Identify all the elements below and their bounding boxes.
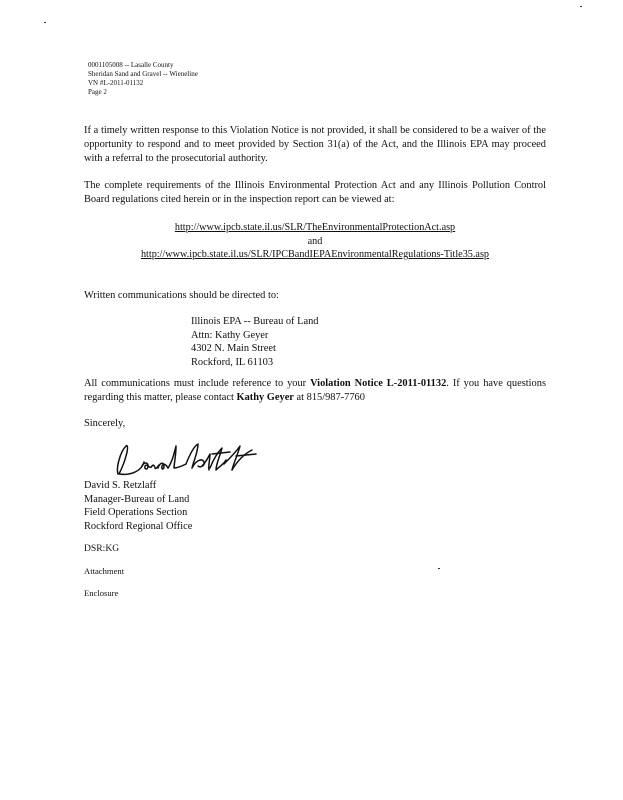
signer-title-1: Manager-Bureau of Land [84, 493, 190, 505]
link-and-text: and [307, 235, 323, 247]
scan-speck [438, 568, 440, 569]
scan-speck [580, 6, 582, 7]
p4-text-a: All communications must include reference to your [84, 378, 311, 389]
contact-name: Kathy Geyer [236, 392, 294, 403]
signer-block [84, 479, 192, 533]
header-line-2: Sheridan Sand and Gravel -- Wieneline [88, 70, 198, 78]
attachment-note: Attachment [84, 566, 125, 576]
address-line-4: Rockford, IL 61103 [191, 356, 274, 368]
paragraph-requirements: The complete requirements of the Illinois Environmental Protection Act and any Illinois Pollution Control Board regulations cited herein or in the inspection report can be viewed at: [84, 180, 546, 205]
p4-text-c: . If you have questions regarding this matter, please contact [84, 378, 546, 403]
link-environmental-protection-act[interactable]: http://www.ipcb.state.il.us/SLR/TheEnvironmentalProtectionAct.asp [174, 222, 456, 233]
header-line-1: 0001105008 -- Lasalle County [88, 61, 174, 69]
reference-block [84, 538, 124, 604]
salutation: Sincerely, [84, 418, 126, 429]
p4-text-e: at 815/987-7760 [293, 392, 365, 403]
address-line-3: 4302 N. Main Street [191, 343, 276, 354]
address-line-1: Illinois EPA -- Bureau of Land [191, 316, 319, 327]
header-line-3: VN #L-2011-01132 [88, 79, 144, 87]
violation-notice-number: Violation Notice L-2011-01132 [310, 378, 447, 389]
address-line-2: Attn: Kathy Geyer [191, 329, 269, 341]
paragraph-written-communications: Written communications should be directed to: [84, 290, 279, 301]
handwritten-signature [112, 438, 262, 482]
signer-title-3: Rockford Regional Office [84, 520, 193, 532]
paragraph-communications-reference [84, 377, 546, 405]
paragraph-response-waiver: If a timely written response to this Violation Notice is not provided, it shall be considered to be a waiver of the opportunity to respond and to meet provided by Section 31(a) of the Act, and the Illinois EPA may proceed with a referral to the prosecutorial authority. [84, 125, 546, 164]
signer-name: David S. Retzlaff [84, 480, 157, 491]
mailing-address [191, 315, 318, 369]
regulation-links [84, 221, 546, 262]
link-environmental-regulations[interactable]: http://www.ipcb.state.il.us/SLR/IPCBandIEPAEnvironmentalRegulations-Title35.asp [140, 249, 490, 260]
enclosure-note: Enclosure [84, 588, 119, 598]
signer-title-2: Field Operations Section [84, 507, 188, 518]
reference-initials: DSR:KG [84, 543, 120, 554]
header-line-4: Page 2 [88, 88, 107, 96]
scan-speck [44, 22, 46, 23]
letter-header [88, 61, 198, 97]
